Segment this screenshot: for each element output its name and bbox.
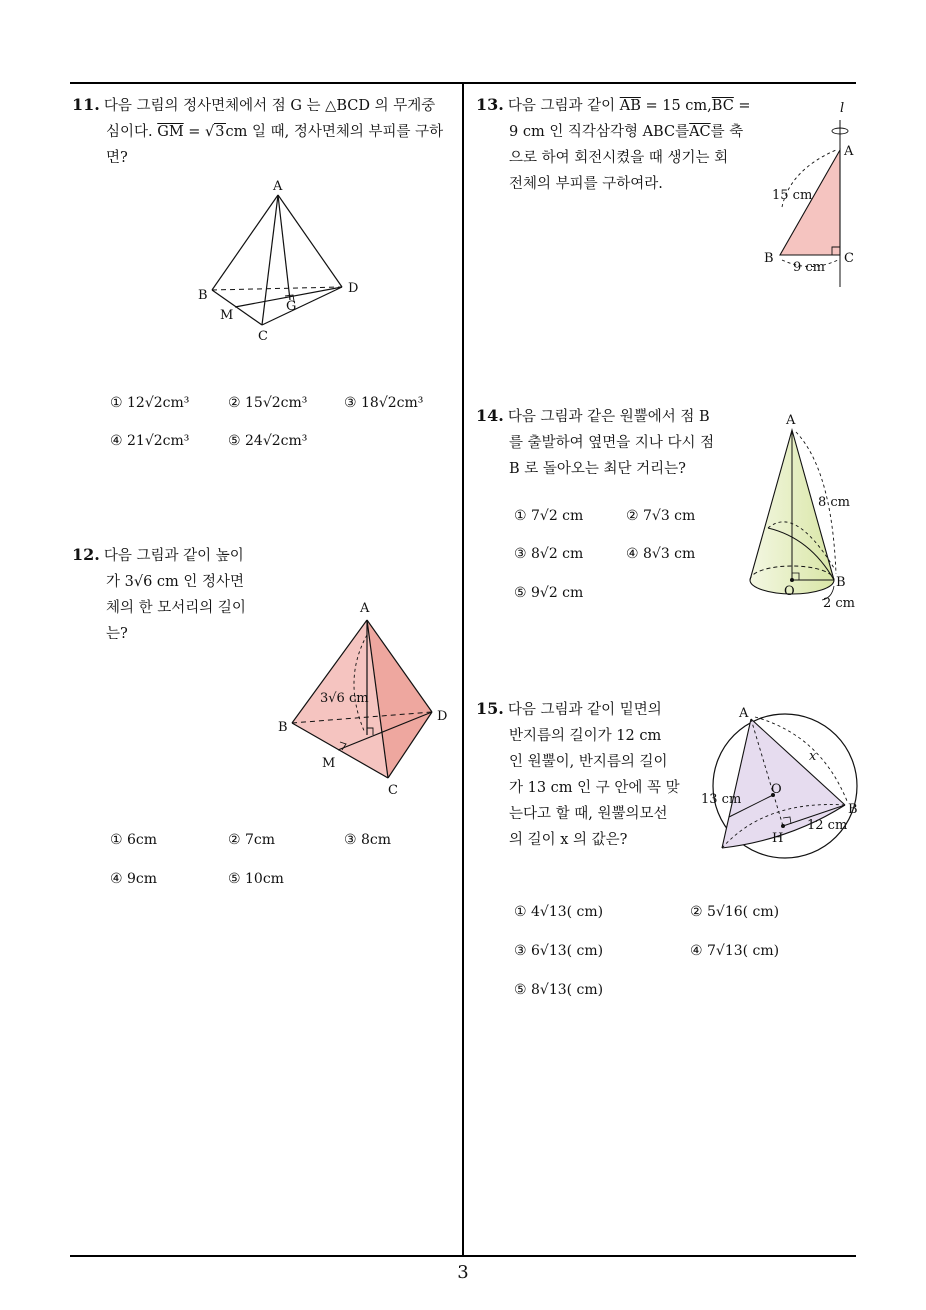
question-text: B 로 돌아오는 최단 거리는?: [509, 461, 686, 477]
page-number: 3: [457, 1262, 469, 1283]
radicand: 3: [215, 124, 225, 140]
segment-ac: $\overline{AC}$: [689, 124, 711, 140]
label-d: D: [437, 709, 448, 724]
q12-option-3[interactable]: ③ 8cm: [344, 832, 392, 848]
q12-option-2[interactable]: ② 7cm: [228, 832, 276, 848]
label-b: B: [198, 288, 208, 303]
question-text: 다음 그림과 같은 원뿔에서 점 B: [507, 409, 710, 425]
label-a: A: [844, 144, 854, 159]
label-h: H: [772, 831, 784, 846]
label-m: M: [322, 756, 336, 771]
question-text: 심이다.: [106, 124, 158, 140]
q11-option-2[interactable]: ② 15√2cm³: [228, 395, 308, 411]
q15-option-4[interactable]: ④ 7√13( cm): [690, 943, 780, 959]
q15-option-1[interactable]: ① 4√13( cm): [514, 904, 604, 920]
slant-label: 8 cm: [818, 495, 851, 510]
radius-label: 2 cm: [823, 596, 856, 611]
cone-radius-label: 12 cm: [807, 818, 848, 833]
segment-ab: $\overline{AB}$: [619, 98, 641, 114]
q11-option-5[interactable]: ⑤ 24√2cm³: [228, 433, 308, 449]
question-13: [476, 92, 756, 197]
label-a: A: [739, 706, 749, 721]
question-text: 의 길이 x 의 값은?: [509, 832, 628, 848]
label-o: O: [771, 782, 782, 797]
q14-option-4[interactable]: ④ 8√3 cm: [626, 546, 696, 562]
question-11: [72, 92, 457, 171]
q12-option-4[interactable]: ④ 9cm: [110, 871, 158, 887]
label-c: C: [388, 783, 398, 798]
sphere-cone-figure-15: [695, 705, 870, 865]
label-b: B: [764, 251, 774, 266]
question-text: 가 3√6 cm 인 정사면: [106, 574, 245, 590]
question-number: 13.: [476, 95, 504, 114]
q14-option-5[interactable]: ⑤ 9√2 cm: [514, 585, 584, 601]
label-d: D: [348, 281, 359, 296]
question-text: 반지름의 길이가 12 cm: [509, 728, 662, 744]
hypotenuse-label: 15 cm: [772, 188, 813, 203]
question-number: 11.: [72, 95, 100, 114]
cone-figure-14: [740, 410, 860, 615]
question-text: = √: [183, 124, 215, 140]
label-o: O: [784, 584, 795, 599]
question-text: 다음 그림과 같이: [507, 98, 620, 114]
label-b: B: [278, 720, 288, 735]
q12-option-1[interactable]: ① 6cm: [110, 832, 158, 848]
q14-option-1[interactable]: ① 7√2 cm: [514, 508, 584, 524]
tetrahedron-figure-12: [270, 595, 460, 805]
segment-gm: $\overline{GM}$: [157, 124, 184, 140]
label-x: x: [809, 749, 817, 764]
question-text: 를 축: [710, 124, 744, 140]
tetrahedron-figure-11: [190, 175, 370, 345]
question-text: 는?: [106, 626, 128, 642]
question-text: 다음 그림과 같이 밑면의: [507, 702, 662, 718]
label-b: B: [848, 802, 858, 817]
q11-option-4[interactable]: ④ 21√2cm³: [110, 433, 190, 449]
q15-option-5[interactable]: ⑤ 8√13( cm): [514, 982, 604, 998]
question-text: 으로 하여 회전시켰을 때 생기는 회: [509, 150, 729, 166]
segment-bc: $\overline{BC}$: [711, 98, 734, 114]
column-divider: [462, 83, 464, 1256]
question-text: 다음 그림의 정사면체에서 점 G 는 △BCD 의 무게중: [103, 98, 436, 114]
question-text: = 15 cm,: [640, 98, 712, 114]
question-text: 가 13 cm 인 구 안에 꼭 맞: [509, 780, 680, 796]
sphere-radius-label: 13 cm: [701, 792, 742, 807]
label-m: M: [220, 308, 234, 323]
question-text: 체의 한 모서리의 길이: [106, 600, 246, 616]
label-g: G: [286, 299, 297, 314]
question-text: 인 원뿔이, 반지름의 길이: [509, 754, 668, 770]
question-14: [476, 403, 746, 482]
question-text: =: [733, 98, 751, 114]
q14-option-2[interactable]: ② 7√3 cm: [626, 508, 696, 524]
question-text: 는다고 할 때, 원뿔의모선: [509, 806, 668, 822]
question-number: 15.: [476, 699, 504, 718]
question-number: 12.: [72, 545, 100, 564]
label-c: C: [258, 329, 268, 344]
label-c: C: [844, 251, 854, 266]
question-text: 다음 그림과 같이 높이: [103, 548, 244, 564]
q11-option-1[interactable]: ① 12√2cm³: [110, 395, 190, 411]
q14-option-3[interactable]: ③ 8√2 cm: [514, 546, 584, 562]
q11-option-3[interactable]: ③ 18√2cm³: [344, 395, 424, 411]
height-label: 3√6 cm: [320, 691, 369, 706]
q15-option-3[interactable]: ③ 6√13( cm): [514, 943, 604, 959]
question-12: [72, 542, 282, 647]
label-b: B: [836, 575, 846, 590]
q12-option-5[interactable]: ⑤ 10cm: [228, 871, 284, 887]
question-number: 14.: [476, 406, 504, 425]
question-text: 전체의 부피를 구하여라.: [509, 176, 663, 192]
question-text: 면?: [106, 150, 128, 166]
label-a: A: [273, 179, 283, 194]
question-text: cm 일 때, 정사면체의 부피를 구하: [225, 124, 444, 140]
q15-option-2[interactable]: ② 5√16( cm): [690, 904, 780, 920]
axis-label-l: l: [840, 101, 845, 116]
base-label: 9 cm: [793, 260, 826, 275]
label-a: A: [360, 601, 370, 616]
question-text: 를 출발하여 옆면을 지나 다시 점: [509, 435, 715, 451]
right-triangle-figure-13: [760, 95, 860, 295]
label-a: A: [786, 413, 796, 428]
question-15: [476, 696, 686, 853]
question-text: 9 cm 인 직각삼각형 ABC를: [509, 124, 690, 140]
